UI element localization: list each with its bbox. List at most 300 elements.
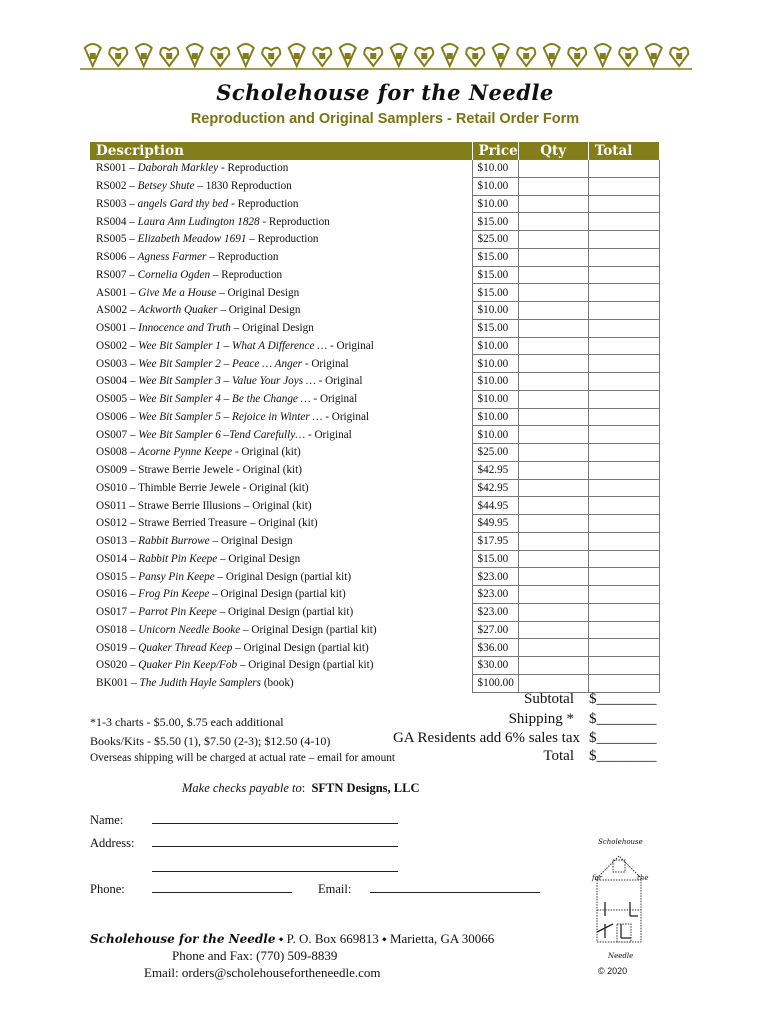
heart-motif <box>619 48 637 66</box>
item-price: $30.00 <box>472 657 518 675</box>
item-price: $36.00 <box>472 639 518 657</box>
item-description <box>90 461 472 479</box>
strawberry-motif <box>289 44 305 66</box>
item-type: – Original Design (partial kit) <box>216 606 354 619</box>
item-qty-input[interactable] <box>518 586 588 604</box>
item-description <box>90 444 472 462</box>
item-description <box>90 302 472 320</box>
item-type: - Reproduction <box>228 197 299 210</box>
table-row <box>90 621 659 639</box>
item-qty-input[interactable] <box>518 497 588 515</box>
qty-header: Qty <box>518 142 588 160</box>
item-qty-input[interactable] <box>518 461 588 479</box>
item-code: AS001 – <box>96 286 139 299</box>
item-code: RS005 – <box>96 233 138 246</box>
item-qty-input[interactable] <box>518 532 588 550</box>
item-description <box>90 657 472 675</box>
email-label: Email: <box>318 882 352 896</box>
item-total-input[interactable] <box>588 568 659 586</box>
item-name: Ackworth Quaker <box>138 304 218 317</box>
item-qty-input[interactable] <box>518 390 588 408</box>
item-type: – Original Design <box>230 322 314 335</box>
table-row <box>90 568 659 586</box>
tax-field[interactable]: $________ <box>589 730 657 746</box>
item-qty-input[interactable] <box>518 195 588 213</box>
item-type: Strawe Berried Treasure – Original (kit) <box>138 517 318 530</box>
item-price: $15.00 <box>472 319 518 337</box>
item-total-input[interactable] <box>588 373 659 391</box>
item-qty-input[interactable] <box>518 337 588 355</box>
item-description <box>90 426 472 444</box>
item-price: $23.00 <box>472 568 518 586</box>
table-row <box>90 461 659 479</box>
item-type: - Original <box>315 375 363 388</box>
item-qty-input[interactable] <box>518 231 588 249</box>
item-total-input[interactable] <box>588 674 659 692</box>
shipping-label: Shipping * <box>508 711 574 727</box>
item-price: $15.00 <box>472 248 518 266</box>
item-name: Rabbit Pin Keepe <box>138 552 218 565</box>
item-qty-input[interactable] <box>518 177 588 195</box>
item-qty-input[interactable] <box>518 266 588 284</box>
item-description <box>90 231 472 249</box>
item-code: OS015 – <box>96 570 139 583</box>
table-row <box>90 231 659 249</box>
item-description <box>90 674 472 692</box>
item-price: $100.00 <box>472 674 518 692</box>
heart-motif <box>364 48 382 66</box>
item-qty-input[interactable] <box>518 657 588 675</box>
item-total-input[interactable] <box>588 621 659 639</box>
table-row <box>90 479 659 497</box>
phone-label: Phone: <box>90 882 125 896</box>
item-total-input[interactable] <box>588 657 659 675</box>
item-description <box>90 355 472 373</box>
item-name: The Judith Hayle Samplers <box>139 677 262 690</box>
item-total-input[interactable] <box>588 639 659 657</box>
item-description <box>90 408 472 426</box>
item-name: Wee Bit Sampler 6 –Tend Carefully… <box>138 428 306 441</box>
item-code: RS001 – <box>96 162 138 175</box>
item-qty-input[interactable] <box>518 621 588 639</box>
item-description <box>90 532 472 550</box>
item-code: RS002 – <box>96 180 138 193</box>
item-total-input[interactable] <box>588 426 659 444</box>
tax-label: GA Residents add 6% sales tax <box>392 730 580 746</box>
item-price: $10.00 <box>472 373 518 391</box>
item-code: OS001 – <box>96 322 139 335</box>
item-total-input[interactable] <box>588 479 659 497</box>
item-type: – Reproduction <box>246 233 319 246</box>
item-total-input[interactable] <box>588 337 659 355</box>
payment-line <box>182 781 419 796</box>
payment-payee: SFTN Designs, LLC <box>311 781 420 795</box>
item-type: - Original <box>302 357 349 370</box>
item-price: $10.00 <box>472 426 518 444</box>
total-label: Total <box>543 748 574 764</box>
strawberry-motif <box>187 44 203 66</box>
item-description <box>90 515 472 533</box>
item-price: $10.00 <box>472 302 518 320</box>
table-row <box>90 497 659 515</box>
subtotal-label: Subtotal <box>523 691 574 707</box>
item-qty-input[interactable] <box>518 284 588 302</box>
price-header: Price <box>472 142 518 160</box>
logo-word-needle: Needle <box>608 952 634 960</box>
item-code: BK001 – <box>96 677 140 690</box>
item-name: Wee Bit Sampler 2 – Peace … Anger <box>138 357 303 370</box>
copyright: © 2020 <box>598 966 628 976</box>
table-row <box>90 177 659 195</box>
item-type: – Original Design (partial kit) <box>232 641 369 654</box>
item-price: $15.00 <box>472 266 518 284</box>
item-name: Wee Bit Sampler 3 – Value Your Joys … <box>138 375 316 388</box>
item-description <box>90 319 472 337</box>
item-qty-input[interactable] <box>518 426 588 444</box>
item-code: OS013 – <box>96 535 139 548</box>
item-type: – Original Design <box>216 286 300 299</box>
item-qty-input[interactable] <box>518 603 588 621</box>
heart-motif <box>211 48 229 66</box>
item-price: $17.95 <box>472 532 518 550</box>
item-price: $15.00 <box>472 284 518 302</box>
item-description <box>90 284 472 302</box>
payment-label: Make checks payable to <box>182 781 302 795</box>
item-description <box>90 177 472 195</box>
item-type: – Original Design <box>217 552 301 565</box>
item-price: $23.00 <box>472 586 518 604</box>
shipping-note-kits: Books/Kits - $5.50 (1), $7.50 (2-3); $12.50 (4-10) <box>90 734 331 748</box>
item-qty-input[interactable] <box>518 550 588 568</box>
item-code: OS002 – <box>96 339 139 352</box>
item-type: Strawe Berrie Illusions – Original (kit) <box>137 499 312 512</box>
item-qty-input[interactable] <box>518 444 588 462</box>
table-row <box>90 426 659 444</box>
strawberry-motif <box>646 44 662 66</box>
item-name: angels Gard thy bed <box>137 197 229 210</box>
item-type: – Reproduction <box>206 251 279 264</box>
item-total-input[interactable] <box>588 160 659 178</box>
item-type: Thimble Berrie Jewele - Original (kit) <box>138 481 309 494</box>
table-row <box>90 603 659 621</box>
table-row <box>90 674 659 692</box>
item-qty-input[interactable] <box>518 213 588 231</box>
shipping-note-overseas: Overseas shipping will be charged at actual rate – email for amount <box>90 752 396 764</box>
strawberry-motif <box>391 44 407 66</box>
item-type: - Original (kit) <box>232 446 301 459</box>
footer-email[interactable]: Email: orders@scholehousefortheneedle.com <box>144 965 381 980</box>
item-qty-input[interactable] <box>518 674 588 692</box>
item-name: Wee Bit Sampler 1 – What A Difference … <box>138 339 328 352</box>
item-name: Give Me a House <box>138 286 217 299</box>
heart-motif <box>262 48 280 66</box>
item-type: (book) <box>261 677 294 690</box>
item-total-input[interactable] <box>588 213 659 231</box>
item-qty-input[interactable] <box>518 248 588 266</box>
table-row <box>90 550 659 568</box>
item-description <box>90 160 472 178</box>
item-price: $10.00 <box>472 390 518 408</box>
table-row <box>90 355 659 373</box>
table-row <box>90 586 659 604</box>
table-row <box>90 657 659 675</box>
table-row <box>90 373 659 391</box>
item-type: - Reproduction <box>259 215 330 228</box>
item-price: $25.00 <box>472 231 518 249</box>
item-name: Quaker Pin Keep/Fob <box>138 659 238 672</box>
item-total-input[interactable] <box>588 248 659 266</box>
heart-motif <box>466 48 484 66</box>
table-row <box>90 390 659 408</box>
item-total-input[interactable] <box>588 408 659 426</box>
item-description <box>90 373 472 391</box>
table-header-row <box>90 142 659 160</box>
item-code: OS014 – <box>96 552 139 565</box>
item-price: $10.00 <box>472 355 518 373</box>
item-name: Wee Bit Sampler 4 – Be the Change … <box>138 393 311 406</box>
item-total-input[interactable] <box>588 461 659 479</box>
item-total-input[interactable] <box>588 302 659 320</box>
item-code: OS017 – <box>96 606 139 619</box>
table-row <box>90 160 659 178</box>
item-price: $27.00 <box>472 621 518 639</box>
table-row <box>90 284 659 302</box>
item-name: Laura Ann Ludington 1828 <box>137 215 260 228</box>
item-total-input[interactable] <box>588 177 659 195</box>
table-row <box>90 444 659 462</box>
item-description <box>90 603 472 621</box>
item-name: Parrot Pin Keepe <box>138 606 217 619</box>
name-label: Name: <box>90 813 124 827</box>
item-code: OS020 – <box>96 659 139 672</box>
item-price: $42.95 <box>472 479 518 497</box>
item-total-input[interactable] <box>588 532 659 550</box>
heart-motif <box>160 48 178 66</box>
item-total-input[interactable] <box>588 497 659 515</box>
item-total-input[interactable] <box>588 586 659 604</box>
total-field[interactable]: $________ <box>589 748 657 764</box>
item-type: – Original Design (partial kit) <box>237 659 374 672</box>
heart-motif <box>517 48 535 66</box>
item-code: RS007 – <box>96 268 138 281</box>
item-code: RS006 – <box>96 251 138 264</box>
item-total-input[interactable] <box>588 444 659 462</box>
shipping-field[interactable]: $________ <box>589 711 657 727</box>
item-code: OS010 – <box>96 481 139 494</box>
total-header: Total <box>588 142 659 160</box>
item-description <box>90 550 472 568</box>
item-name: Elizabeth Meadow 1691 <box>137 233 247 246</box>
footer-shop-name: Scholehouse for the Needle <box>90 932 276 946</box>
item-qty-input[interactable] <box>518 639 588 657</box>
item-qty-input[interactable] <box>518 302 588 320</box>
item-qty-input[interactable] <box>518 319 588 337</box>
item-qty-input[interactable] <box>518 373 588 391</box>
footer-address: ⬩ P. O. Box 669813 ⬩ Marietta, GA 30066 <box>275 931 495 946</box>
address-input-line-2[interactable] <box>152 871 398 872</box>
item-type: – Reproduction <box>210 268 283 281</box>
subtotal-field[interactable]: $________ <box>589 691 657 707</box>
form-title: Reproduction and Original Samplers - Retail Order Form <box>190 111 580 127</box>
table-row <box>90 408 659 426</box>
item-total-input[interactable] <box>588 231 659 249</box>
item-code: OS019 – <box>96 641 139 654</box>
strawberry-motif <box>442 44 458 66</box>
heart-motif <box>568 48 586 66</box>
item-price: $15.00 <box>472 213 518 231</box>
item-type: Strawe Berrie Jewele - Original (kit) <box>138 464 302 477</box>
item-name: Agness Farmer <box>137 251 207 264</box>
item-code: OS012 – <box>96 517 139 530</box>
item-price: $23.00 <box>472 603 518 621</box>
strawberry-motif <box>544 44 560 66</box>
item-price: $49.95 <box>472 515 518 533</box>
item-name: Unicorn Needle Booke <box>138 623 241 636</box>
payment-colon: : <box>301 781 306 795</box>
item-description <box>90 213 472 231</box>
item-qty-input[interactable] <box>518 515 588 533</box>
item-name: Betsey Shute <box>137 180 195 193</box>
item-total-input[interactable] <box>588 284 659 302</box>
item-qty-input[interactable] <box>518 355 588 373</box>
item-total-input[interactable] <box>588 390 659 408</box>
order-table <box>90 142 660 693</box>
schoolhouse-logo <box>583 832 655 960</box>
item-total-input[interactable] <box>588 266 659 284</box>
item-type: – Original Design (partial kit) <box>209 588 346 601</box>
item-name: Wee Bit Sampler 5 – Rejoice in Winter … <box>138 410 323 423</box>
item-description <box>90 639 472 657</box>
item-code: OS016 – <box>96 588 139 601</box>
phone-input-line[interactable] <box>152 892 292 893</box>
item-code: OS003 – <box>96 357 139 370</box>
description-header: Description <box>90 142 472 160</box>
item-code: AS002 – <box>96 304 139 317</box>
item-total-input[interactable] <box>588 319 659 337</box>
address-label: Address: <box>90 836 135 850</box>
item-name: Innocence and Truth <box>138 322 231 335</box>
item-code: OS005 – <box>96 393 139 406</box>
strawberry-motif <box>136 44 152 66</box>
item-description <box>90 266 472 284</box>
item-name: Rabbit Burrowe <box>138 535 210 548</box>
shipping-note-charts: *1-3 charts - $5.00, $.75 each additional <box>90 715 284 729</box>
strawberry-motif <box>85 44 101 66</box>
footer-address-line <box>90 931 494 947</box>
item-code: OS007 – <box>96 428 139 441</box>
item-type: - Original <box>310 393 358 406</box>
strawberry-motif <box>493 44 509 66</box>
item-type: – Original Design (partial kit) <box>240 623 377 636</box>
table-row <box>90 302 659 320</box>
table-row <box>90 213 659 231</box>
item-description <box>90 390 472 408</box>
heart-motif <box>313 48 331 66</box>
footer-phone: Phone and Fax: (770) 509-8839 <box>172 948 338 963</box>
item-qty-input[interactable] <box>518 568 588 586</box>
item-code: OS004 – <box>96 375 139 388</box>
item-type: – Original Design <box>209 535 293 548</box>
item-code: RS004 – <box>96 215 138 228</box>
logo-word-the: the <box>637 874 649 882</box>
table-row <box>90 266 659 284</box>
item-description <box>90 337 472 355</box>
item-name: Daborah Markley <box>137 162 219 175</box>
item-price: $10.00 <box>472 195 518 213</box>
name-input-line[interactable] <box>152 823 398 824</box>
item-qty-input[interactable] <box>518 479 588 497</box>
item-description <box>90 248 472 266</box>
item-type: – Original Design <box>217 304 301 317</box>
heart-motif <box>415 48 433 66</box>
item-description <box>90 479 472 497</box>
item-code: OS018 – <box>96 623 139 636</box>
item-price: $10.00 <box>472 160 518 178</box>
item-name: Frog Pin Keepe <box>138 588 210 601</box>
item-description <box>90 497 472 515</box>
sampler-border-decoration <box>80 38 692 70</box>
item-price: $44.95 <box>472 497 518 515</box>
address-input-line-1[interactable] <box>152 846 398 847</box>
strawberry-motif <box>340 44 356 66</box>
strawberry-motif <box>595 44 611 66</box>
item-type: - Original <box>322 410 370 423</box>
table-row <box>90 337 659 355</box>
item-name: Pansy Pin Keepe <box>138 570 215 583</box>
item-code: OS006 – <box>96 410 139 423</box>
item-price: $10.00 <box>472 337 518 355</box>
table-row <box>90 195 659 213</box>
item-qty-input[interactable] <box>518 160 588 178</box>
item-name: Cornelia Ogden <box>137 268 211 281</box>
item-price: $15.00 <box>472 550 518 568</box>
logo-word-for: for <box>592 874 603 882</box>
heart-motif <box>670 48 688 66</box>
item-type: - Reproduction <box>218 162 289 175</box>
item-type: - Original <box>305 428 352 441</box>
table-row <box>90 319 659 337</box>
item-code: OS008 – <box>96 446 139 459</box>
logo-word-scholehouse: Scholehouse <box>598 838 643 846</box>
item-price: $25.00 <box>472 444 518 462</box>
item-total-input[interactable] <box>588 603 659 621</box>
item-total-input[interactable] <box>588 550 659 568</box>
item-total-input[interactable] <box>588 515 659 533</box>
item-name: Acorne Pynne Keepe <box>138 446 233 459</box>
item-description <box>90 568 472 586</box>
item-price: $42.95 <box>472 461 518 479</box>
item-total-input[interactable] <box>588 355 659 373</box>
table-row <box>90 515 659 533</box>
item-code: OS009 – <box>96 464 139 477</box>
item-code: RS003 – <box>96 197 138 210</box>
item-description <box>90 621 472 639</box>
item-type: – 1830 Reproduction <box>194 180 292 193</box>
heart-motif <box>109 48 127 66</box>
table-row <box>90 639 659 657</box>
table-row <box>90 248 659 266</box>
item-description <box>90 195 472 213</box>
email-input-line[interactable] <box>370 892 540 893</box>
item-type: – Original Design (partial kit) <box>214 570 352 583</box>
item-description <box>90 586 472 604</box>
item-total-input[interactable] <box>588 195 659 213</box>
item-code: OS011 – <box>96 499 138 512</box>
item-price: $10.00 <box>472 177 518 195</box>
strawberry-motif <box>238 44 254 66</box>
table-row <box>90 532 659 550</box>
item-qty-input[interactable] <box>518 408 588 426</box>
